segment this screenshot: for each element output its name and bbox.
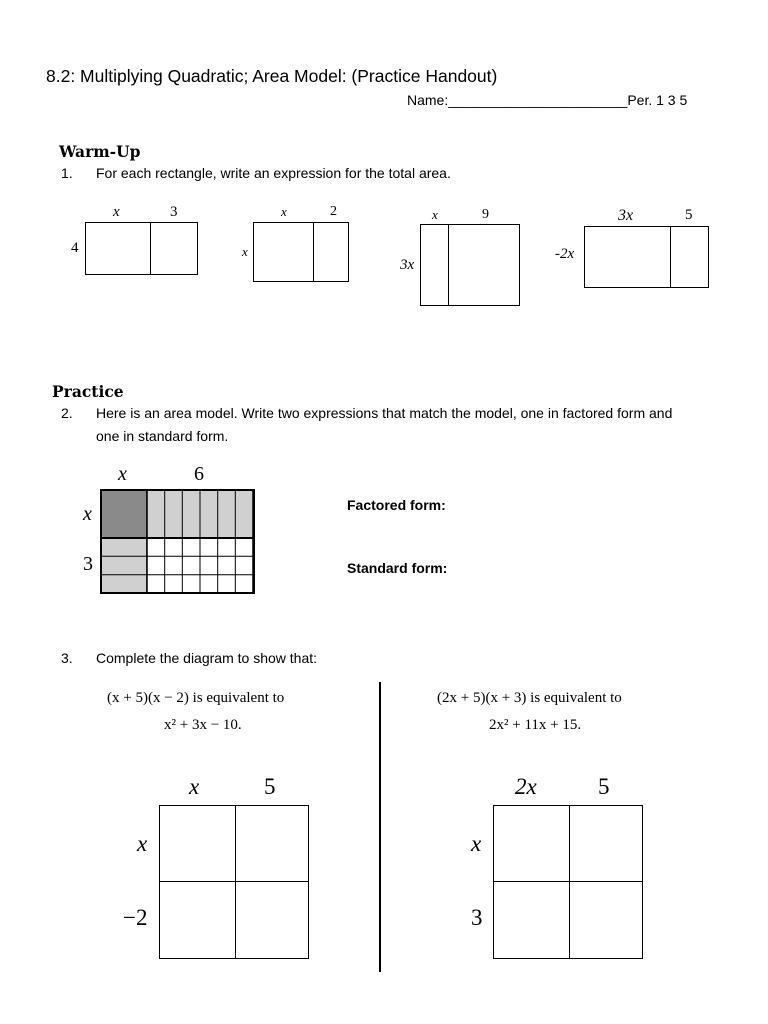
right-area-grid: [493, 805, 643, 959]
rect2-top-label-b: 2: [330, 204, 337, 219]
practice-heading: Practice: [52, 382, 124, 401]
right-grid-top-label-5: 5: [598, 774, 610, 799]
left-grid-top-label-5: 5: [264, 774, 276, 799]
left-problem-statement: (x + 5)(x − 2) is equivalent to: [107, 690, 285, 706]
column-divider: [379, 682, 381, 972]
factored-form-label: Factored form:: [347, 497, 446, 513]
rect2-area-model: [253, 222, 349, 282]
rect4-side-label: -2x: [555, 246, 575, 262]
rect1-side-label: 4: [71, 240, 79, 256]
right-grid-top-label-2x: 2x: [515, 774, 537, 799]
right-problem-statement: (2x + 5)(x + 3) is equivalent to: [437, 690, 622, 706]
question-3-text: Complete the diagram to show that:: [96, 650, 318, 666]
rect4-area-model: [584, 226, 709, 288]
name-period-line: Name:_______________________Per. 1 3 5: [407, 92, 688, 108]
rect1-top-label-a: x: [113, 204, 120, 220]
right-grid-side-label-x: x: [471, 831, 482, 856]
rect1-area-model: [85, 222, 198, 275]
question-2-text-line1: Here is an area model. Write two expressions that match the model, one in factored form and: [96, 405, 673, 421]
question-1-text: For each rectangle, write an expression for the total area.: [96, 165, 451, 181]
rect4-top-label-a: 3x: [618, 207, 634, 224]
rect3-top-label-a: x: [432, 207, 438, 222]
model-top-label-6: 6: [194, 463, 204, 485]
warmup-heading: Warm-Up: [59, 142, 141, 161]
question-1-number: 1.: [61, 165, 73, 181]
rect3-top-label-b: 9: [482, 207, 489, 222]
algebra-tile-area-model: [100, 489, 255, 595]
left-grid-top-label-x: x: [189, 774, 200, 799]
left-grid-side-label-x: x: [137, 831, 148, 856]
model-side-label-3: 3: [83, 553, 93, 575]
question-2-text-line2: one in standard form.: [96, 428, 229, 444]
right-grid-side-label-3: 3: [471, 905, 483, 930]
question-2-number: 2.: [61, 405, 73, 421]
rect4-top-label-b: 5: [685, 207, 693, 223]
left-grid-side-label-neg2: −2: [123, 905, 148, 930]
rect3-area-model: [420, 224, 520, 306]
rect2-side-label: x: [242, 244, 248, 259]
left-problem-result: x² + 3x − 10.: [164, 717, 242, 733]
page-title: 8.2: Multiplying Quadratic; Area Model: (Practice Handout): [46, 66, 498, 86]
model-top-label-x: x: [118, 463, 127, 485]
standard-form-label: Standard form:: [347, 560, 448, 576]
right-problem-result: 2x² + 11x + 15.: [489, 717, 582, 733]
question-3-number: 3.: [61, 650, 73, 666]
rect2-top-label-a: x: [281, 204, 287, 219]
left-area-grid: [159, 805, 309, 959]
rect3-side-label: 3x: [400, 257, 415, 273]
model-side-label-x: x: [83, 503, 92, 525]
rect1-top-label-b: 3: [170, 204, 178, 220]
